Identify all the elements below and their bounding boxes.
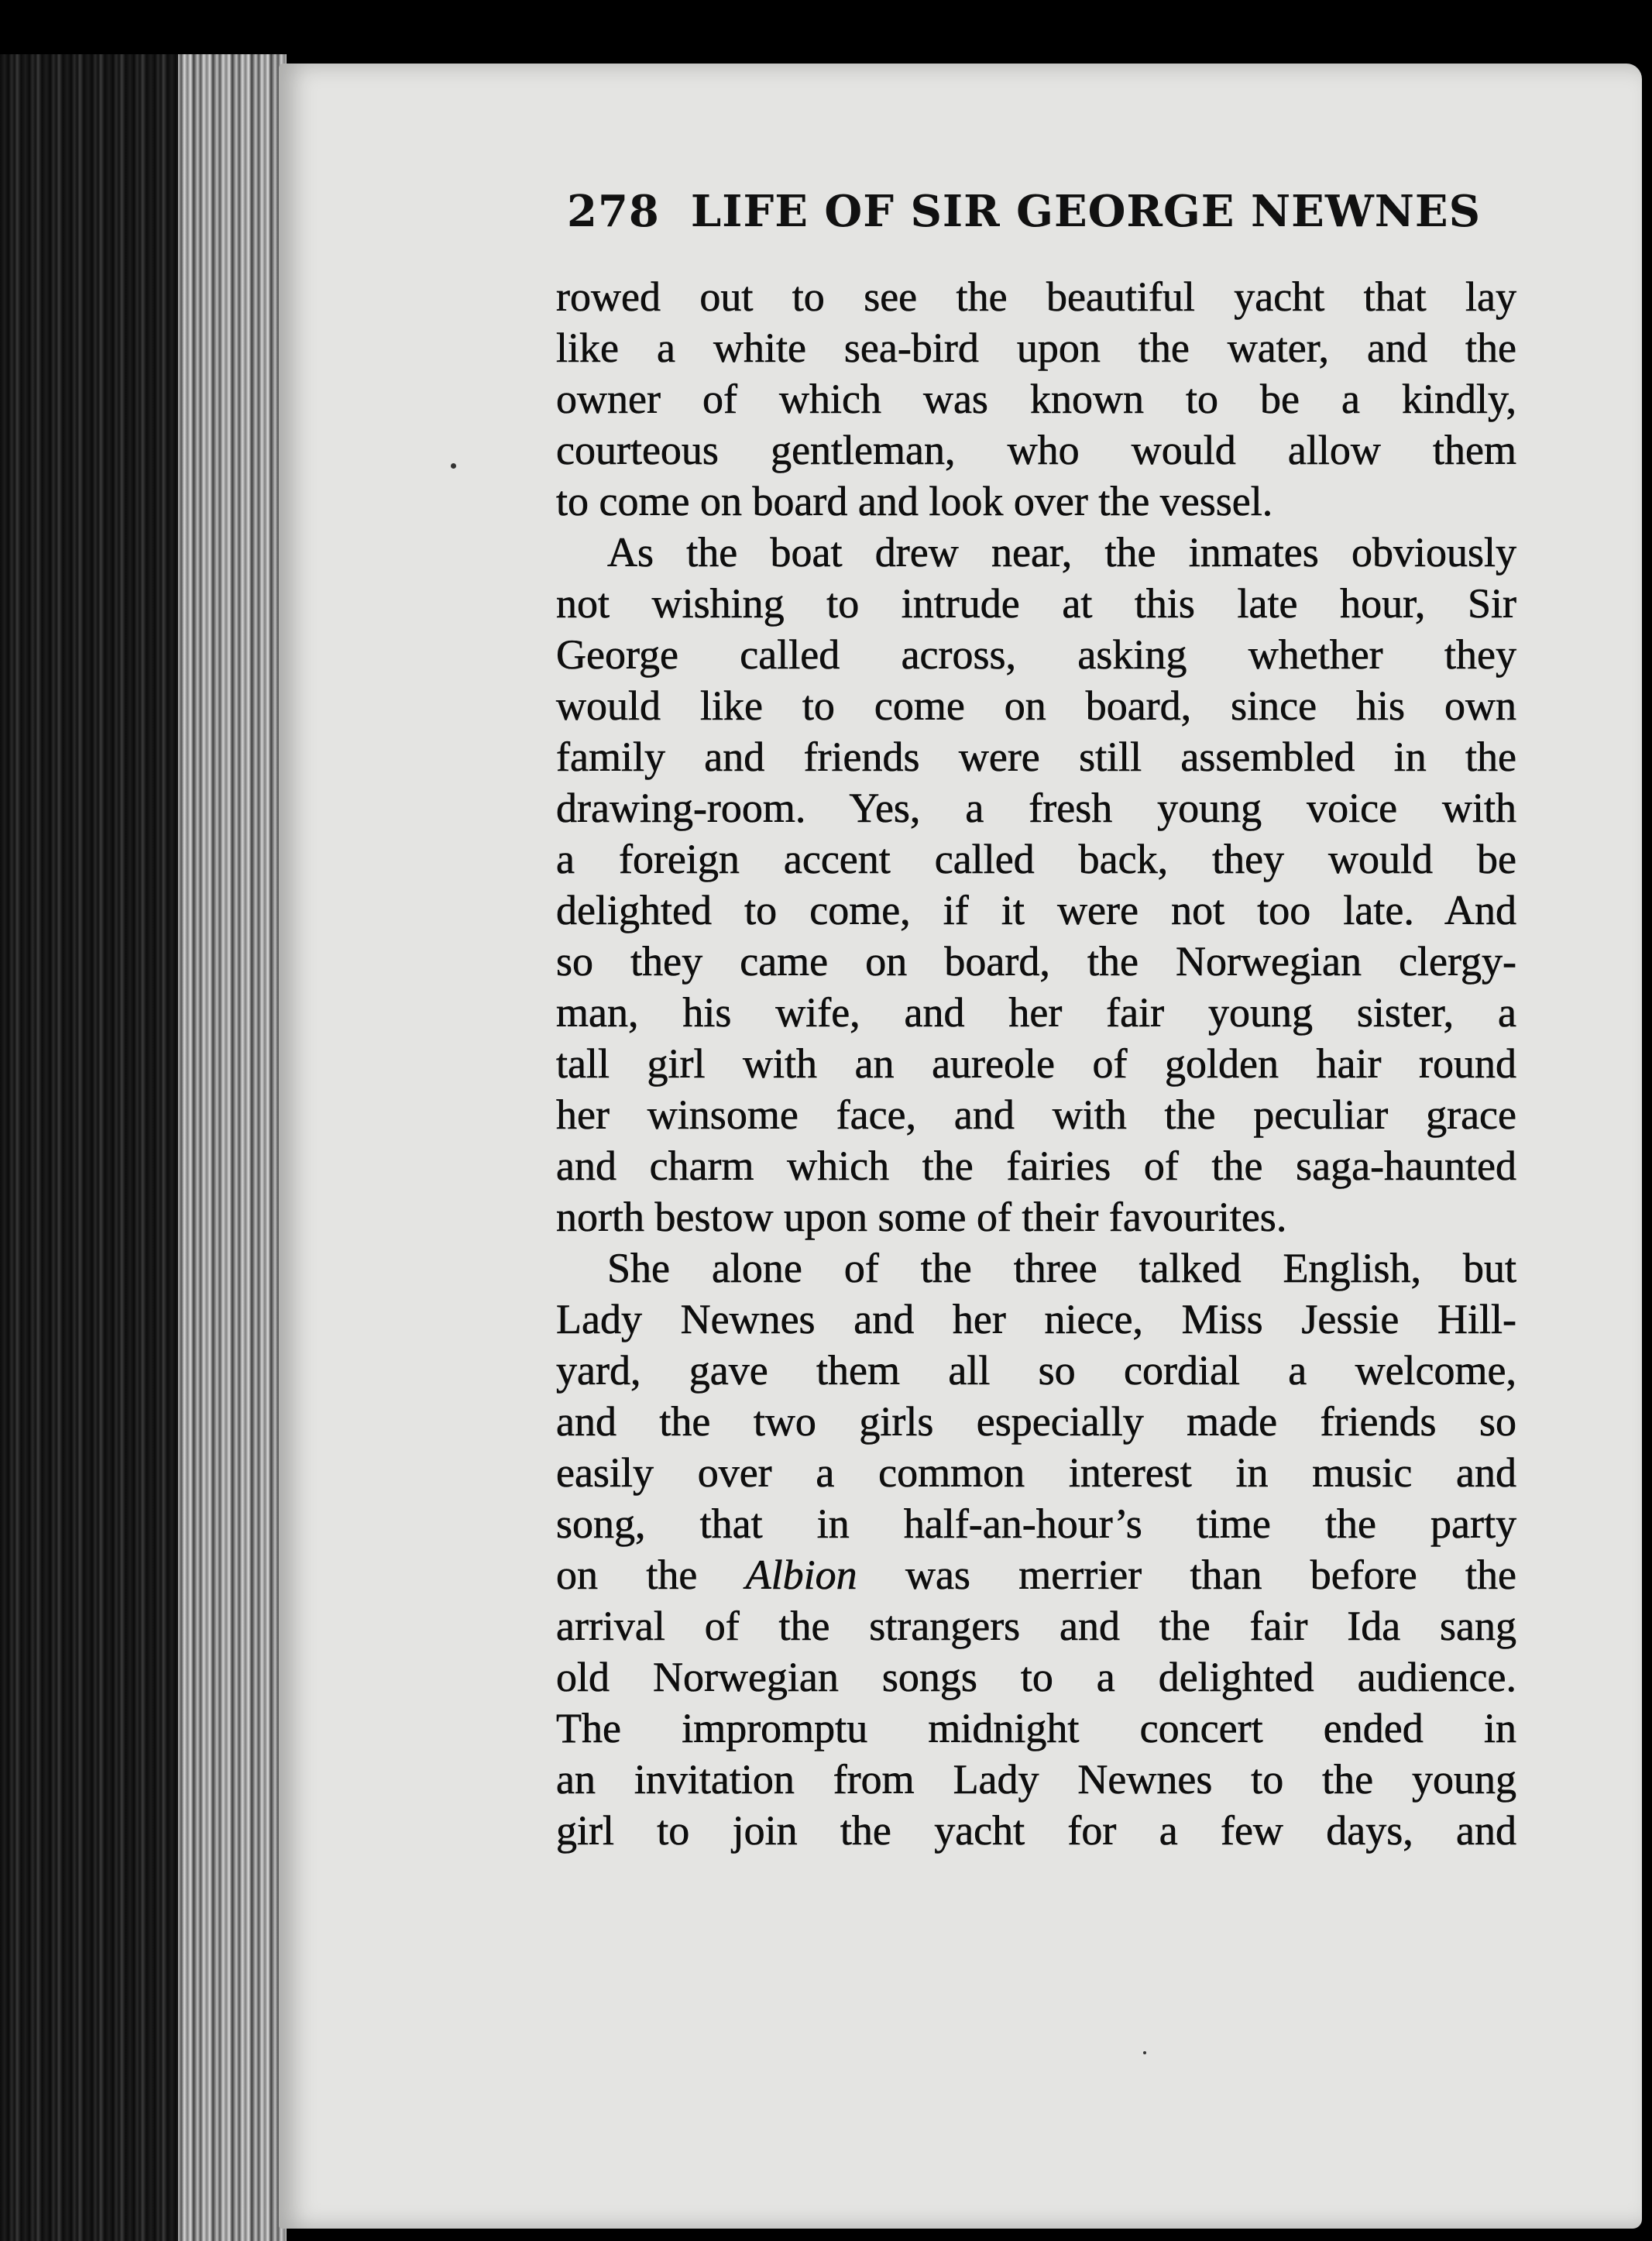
text-line: and charm which the fairies of the saga-haunted xyxy=(556,1143,1516,1189)
running-head xyxy=(567,186,1496,248)
text-line: on the Albion was merrier than before the xyxy=(556,1552,1516,1598)
italic-ship-name: Albion xyxy=(745,1552,857,1598)
text-line: to come on board and look over the vessel. xyxy=(556,478,1273,524)
text-line: courteous gentleman, who would allow them xyxy=(556,427,1516,473)
text-line: a foreign accent called back, they would be xyxy=(556,836,1516,882)
page-number: 278 xyxy=(567,186,660,237)
text-line: like a white sea-bird upon the water, and the xyxy=(556,325,1516,371)
text-line: She alone of the three talked English, but xyxy=(607,1245,1516,1291)
text-line: owner of which was known to be a kindly, xyxy=(556,376,1516,422)
text-line: rowed out to see the beautiful yacht that lay xyxy=(556,273,1516,320)
text-line: family and friends were still assembled in the xyxy=(556,734,1516,780)
text-line: Lady Newnes and her niece, Miss Jessie Hill- xyxy=(556,1296,1516,1342)
text-line: not wishing to intrude at this late hour, Sir xyxy=(556,580,1516,627)
paragraph xyxy=(556,1243,1516,1856)
text-line: her winsome face, and with the peculiar grace xyxy=(556,1091,1516,1138)
text-line: tall girl with an aureole of golden hair round xyxy=(556,1040,1516,1087)
text-line: The impromptu midnight concert ended in xyxy=(556,1705,1516,1751)
text-line: and the two girls especially made friends so xyxy=(556,1398,1516,1445)
page-edges-stack xyxy=(178,54,287,2241)
text-line: arrival of the strangers and the fair Ida sang xyxy=(556,1603,1516,1649)
scan-speck xyxy=(1143,2051,1146,2054)
text-line: easily over a common interest in music and xyxy=(556,1449,1516,1496)
body-text xyxy=(556,271,1516,1856)
text-line: yard, gave them all so cordial a welcome, xyxy=(556,1347,1516,1394)
scan-speck xyxy=(451,463,456,469)
text-line: As the boat drew near, the inmates obviously xyxy=(607,529,1516,576)
text-line: George called across, asking whether they xyxy=(556,631,1516,678)
text-line: old Norwegian songs to a delighted audience. xyxy=(556,1654,1516,1700)
text-line: an invitation from Lady Newnes to the young xyxy=(556,1756,1516,1803)
text-line: girl to join the yacht for a few days, and xyxy=(556,1807,1516,1854)
text-line: drawing-room. Yes, a fresh young voice with xyxy=(556,785,1516,831)
text-line: man, his wife, and her fair young sister, a xyxy=(556,989,1516,1036)
text-line: song, that in half-an-hour’s time the party xyxy=(556,1500,1516,1547)
text-line: north bestow upon some of their favourites. xyxy=(556,1194,1287,1240)
text-line: so they came on board, the Norwegian clergy- xyxy=(556,938,1516,985)
paragraph xyxy=(556,527,1516,1243)
text-line: would like to come on board, since his own xyxy=(556,682,1516,729)
running-title: LIFE OF SIR GEORGE NEWNES xyxy=(690,186,1482,237)
text-line: delighted to come, if it were not too late. And xyxy=(556,887,1516,933)
paragraph xyxy=(556,271,1516,527)
